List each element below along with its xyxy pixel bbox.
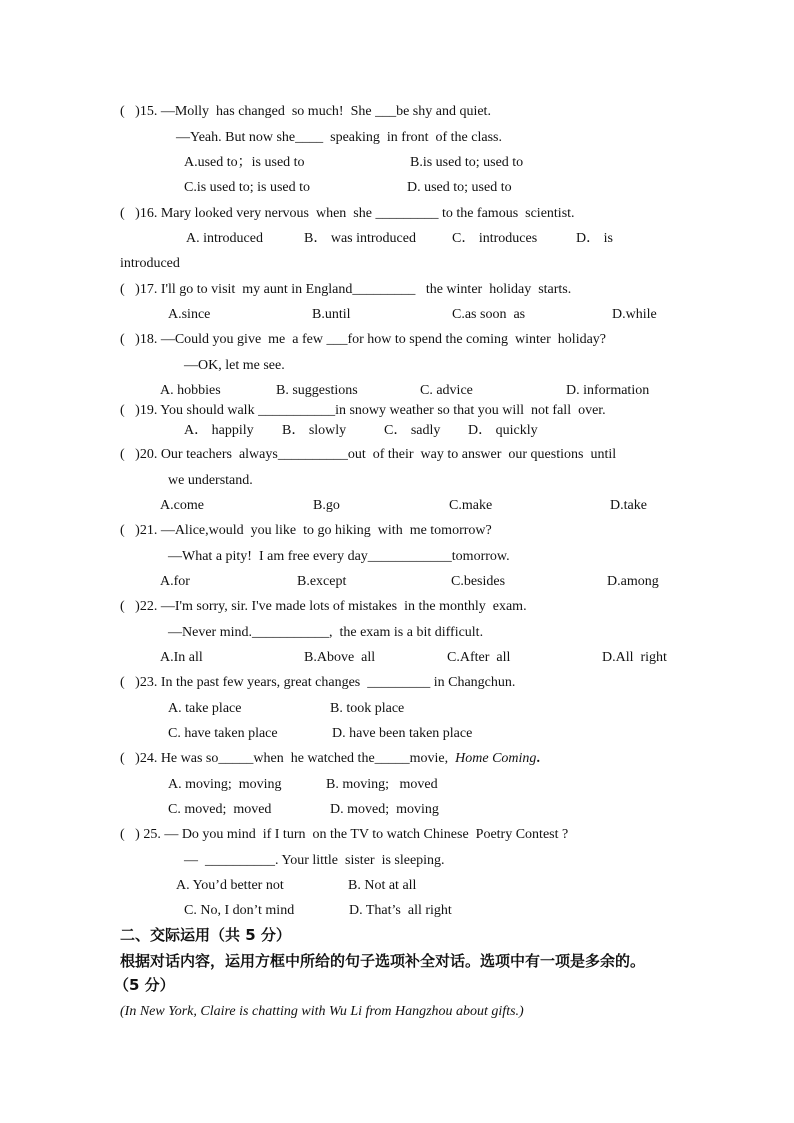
q17-option-a: A.since [168,307,211,322]
q18-option-a: A. hobbies [160,383,221,398]
q25-stem2: — __________. Your little sister is sleeping. [184,853,445,868]
q16-stem: ( )16. Mary looked very nervous when she _________ to the famous scientist. [120,206,575,221]
q19-option-d: D． quickly [468,423,538,438]
q23-option-d: D. have been taken place [332,726,473,741]
q21-stem: ( )21. —Alice,would you like to go hiking with me tomorrow? [120,523,492,538]
q16-option-b: B． was introduced [304,231,416,246]
q21-stem2: —What a pity! I am free every day____________tomorrow. [168,549,510,564]
q17-stem: ( )17. I'll go to visit my aunt in England_________ the winter holiday starts. [120,282,572,297]
q18-option-b: B. suggestions [276,383,358,398]
q25-option-a: A. You’d better not [176,878,284,893]
q22-stem2: —Never mind.___________, the exam is a bit difficult. [168,625,484,640]
q23-option-b: B. took place [330,701,405,716]
q19-option-a: A． happily [184,423,254,438]
q21-option-b: B.except [297,574,347,589]
q18-stem: ( )18. —Could you give me a few ___for how to spend the coming winter holiday? [120,332,607,347]
q22-option-b: B.Above all [304,650,376,665]
q19-option-c: C． sadly [384,423,441,438]
q23-option-a: A. take place [168,701,242,716]
q20-option-a: A.come [160,498,204,513]
q24-option-b: B. moving; moved [326,777,438,792]
q24-movie-title: Home Coming [455,751,537,766]
q19-option-b: B． slowly [282,423,347,438]
q24-stem-period: . [536,751,540,766]
q24-option-d: D. moved; moving [330,802,439,817]
q25-stem: ( ) 25. — Do you mind if I turn on the TV to watch Chinese Poetry Contest ? [120,827,569,842]
q18-option-c: C. advice [420,383,473,398]
q15-stem2: —Yeah. But now she____ speaking in front of the class. [176,130,502,145]
q21-option-a: A.for [160,574,190,589]
q23-option-c: C. have taken place [168,726,278,741]
q18-option-d: D. information [566,383,650,398]
q20-stem: ( )20. Our teachers always__________out of their way to answer our questions until [120,447,617,462]
q20-stem2: we understand. [168,473,253,488]
q15-option-c: C.is used to; is used to [184,180,311,195]
q17-option-d: D.while [612,307,657,322]
section2-context: (In New York, Claire is chatting with Wu Li from Hangzhou about gifts.) [120,1004,524,1019]
q16-option-d-cont: introduced [120,256,180,271]
q15-stem: ( )15. —Molly has changed so much! She ___be shy and quiet. [120,104,491,119]
q18-stem2: —OK, let me see. [184,358,285,373]
q22-stem: ( )22. —I'm sorry, sir. I've made lots of mistakes in the monthly exam. [120,599,527,614]
q15-option-d: D. used to; used to [407,180,512,195]
q19-stem: ( )19. You should walk ___________in snowy weather so that you will not fall over. [120,403,606,418]
q22-option-a: A.In all [160,650,203,665]
q16-option-a: A. introduced [186,231,263,246]
q15-option-a: A.used to；is used to [184,155,305,170]
q20-option-d: D.take [610,498,647,513]
q20-option-b: B.go [313,498,340,513]
q16-option-c: C． introduces [452,231,538,246]
q24-option-c: C. moved; moved [168,802,272,817]
q22-option-c: C.After all [447,650,511,665]
q15-option-b: B.is used to; used to [410,155,524,170]
q20-option-c: C.make [449,498,493,513]
q22-option-d: D.All right [602,650,667,665]
q25-option-c: C. No, I don’t mind [184,903,295,918]
q24-stem [120,750,540,768]
q24-option-a: A. moving; moving [168,777,282,792]
q17-option-c: C.as soon as [452,307,526,322]
q24-stem-text: ( )24. He was so_____when he watched the_____movie, [120,751,456,766]
q23-stem: ( )23. In the past few years, great changes _________ in Changchun. [120,675,516,690]
q16-option-d: D． is [576,231,613,246]
section2-points: （5 分） [114,976,175,994]
q25-option-d: D. That’s all right [349,903,452,918]
q25-option-b: B. Not at all [348,878,417,893]
section2-instruction: 根据对话内容，运用方框中所给的句子选项补全对话。选项中有一项是多余的。 [120,952,646,970]
q17-option-b: B.until [312,307,351,322]
section2-heading: 二、交际运用（共 5 分） [120,926,291,944]
q21-option-c: C.besides [451,574,506,589]
q21-option-d: D.among [607,574,659,589]
